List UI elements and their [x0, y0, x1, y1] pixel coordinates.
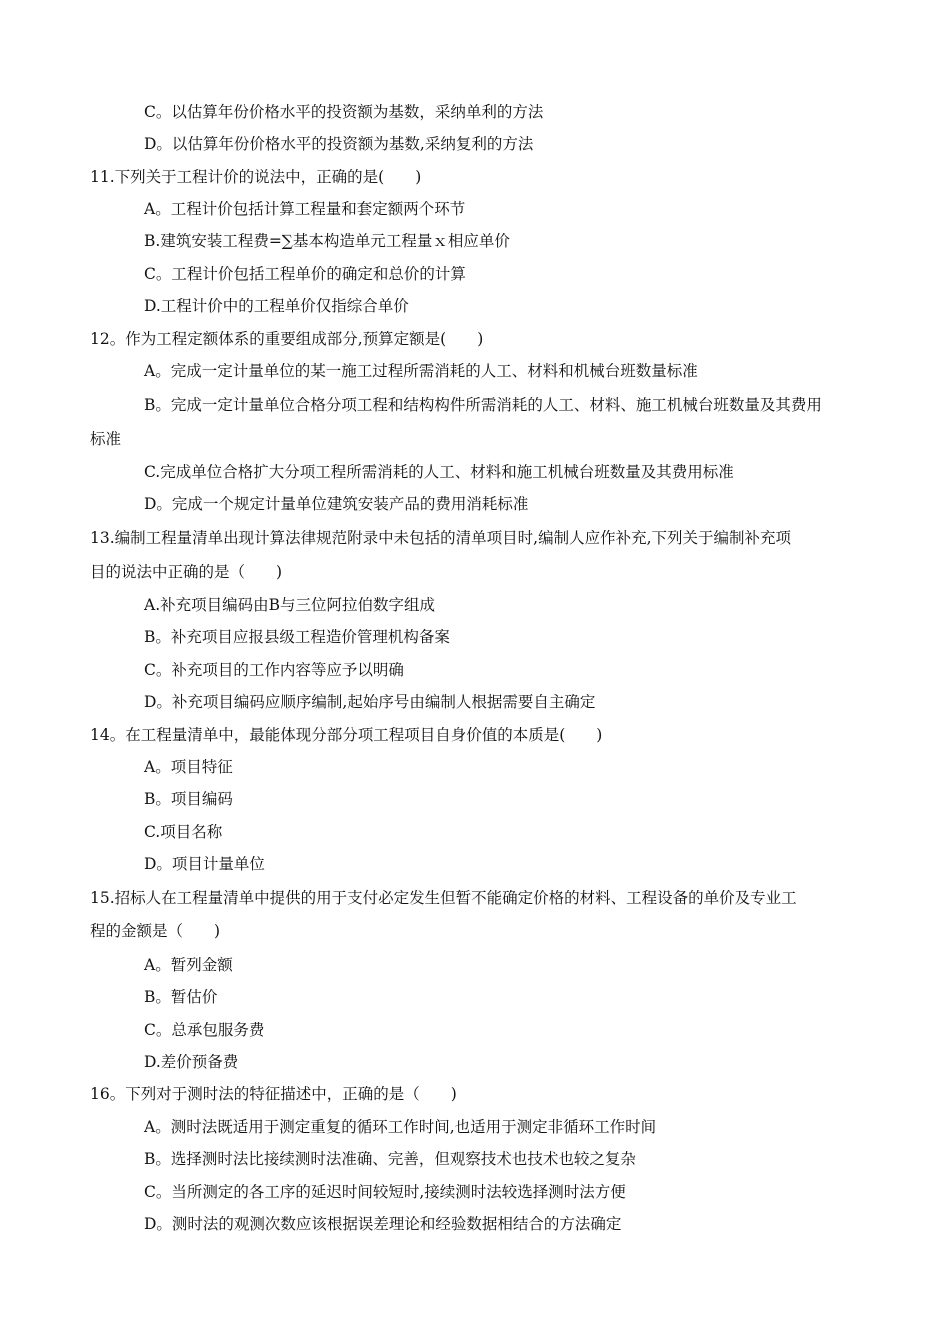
option-line: B。选择测时法比接续测时法准确、完善，但观察技术也技术也较之复杂: [144, 1150, 636, 1168]
option-line: D。完成一个规定计量单位建筑安装产品的费用消耗标准: [144, 495, 529, 513]
option-line: C.项目名称: [144, 823, 223, 841]
question-line: 11.下列关于工程计价的说法中，正确的是( ): [90, 168, 422, 186]
option-line: D.差价预备费: [144, 1053, 239, 1071]
option-line: D。补充项目编码应顺序编制,起始序号由编制人根据需要自主确定: [144, 693, 596, 711]
option-line: B.建筑安装工程费=∑基本构造单元工程量ｘ相应单价: [144, 232, 510, 250]
option-line: B。项目编码: [144, 790, 233, 808]
question-line: 14。在工程量清单中，最能体现分部分项工程项目自身价值的本质是( ): [90, 726, 603, 744]
option-line: A。项目特征: [144, 758, 233, 776]
option-line: A。完成一定计量单位的某一施工过程所需消耗的人工、材料和机械台班数量标准: [144, 362, 698, 380]
option-line: A。暂列金额: [144, 956, 233, 974]
continuation-line: 程的金额是（ ): [90, 922, 221, 940]
option-line: C。以估算年份价格水平的投资额为基数，采纳单利的方法: [144, 103, 544, 121]
option-line: B。暂估价: [144, 988, 218, 1006]
option-line: D.工程计价中的工程单价仅指综合单价: [144, 297, 409, 315]
option-line: D。以估算年份价格水平的投资额为基数,采纳复利的方法: [144, 135, 534, 153]
option-line: C。总承包服务费: [144, 1021, 265, 1039]
option-line: B。补充项目应报县级工程造价管理机构备案: [144, 628, 450, 646]
option-line: D。项目计量单位: [144, 855, 265, 873]
question-line: 13.编制工程量清单出现计算法律规范附录中未包括的清单项目时,编制人应作补充,下列关于编制补充项: [90, 529, 792, 547]
option-line: C。当所测定的各工序的延迟时间较短时,接续测时法较选择测时法方便: [144, 1183, 626, 1201]
question-line: 12。作为工程定额体系的重要组成部分,预算定额是( ): [90, 330, 484, 348]
option-line: A.补充项目编码由B与三位阿拉伯数字组成: [144, 596, 436, 614]
option-line: C。工程计价包括工程单价的确定和总价的计算: [144, 265, 466, 283]
continuation-line: 标准: [90, 430, 122, 448]
option-line: A。工程计价包括计算工程量和套定额两个环节: [144, 200, 466, 218]
option-line: D。测时法的观测次数应该根据误差理论和经验数据相结合的方法确定: [144, 1215, 622, 1233]
question-line: 16。下列对于测时法的特征描述中，正确的是（ ): [90, 1085, 457, 1103]
option-line: C.完成单位合格扩大分项工程所需消耗的人工、材料和施工机械台班数量及其费用标准: [144, 463, 734, 481]
continuation-line: 目的说法中正确的是（ ): [90, 563, 283, 581]
question-line: 15.招标人在工程量清单中提供的用于支付必定发生但暂不能确定价格的材料、工程设备的单价及专业工: [90, 889, 797, 907]
option-line: C。补充项目的工作内容等应予以明确: [144, 661, 404, 679]
option-line: B。完成一定计量单位合格分项工程和结构构件所需消耗的人工、材料、施工机械台班数量及其费用: [144, 396, 822, 414]
option-line: A。测时法既适用于测定重复的循环工作时间,也适用于测定非循环工作时间: [144, 1118, 657, 1136]
